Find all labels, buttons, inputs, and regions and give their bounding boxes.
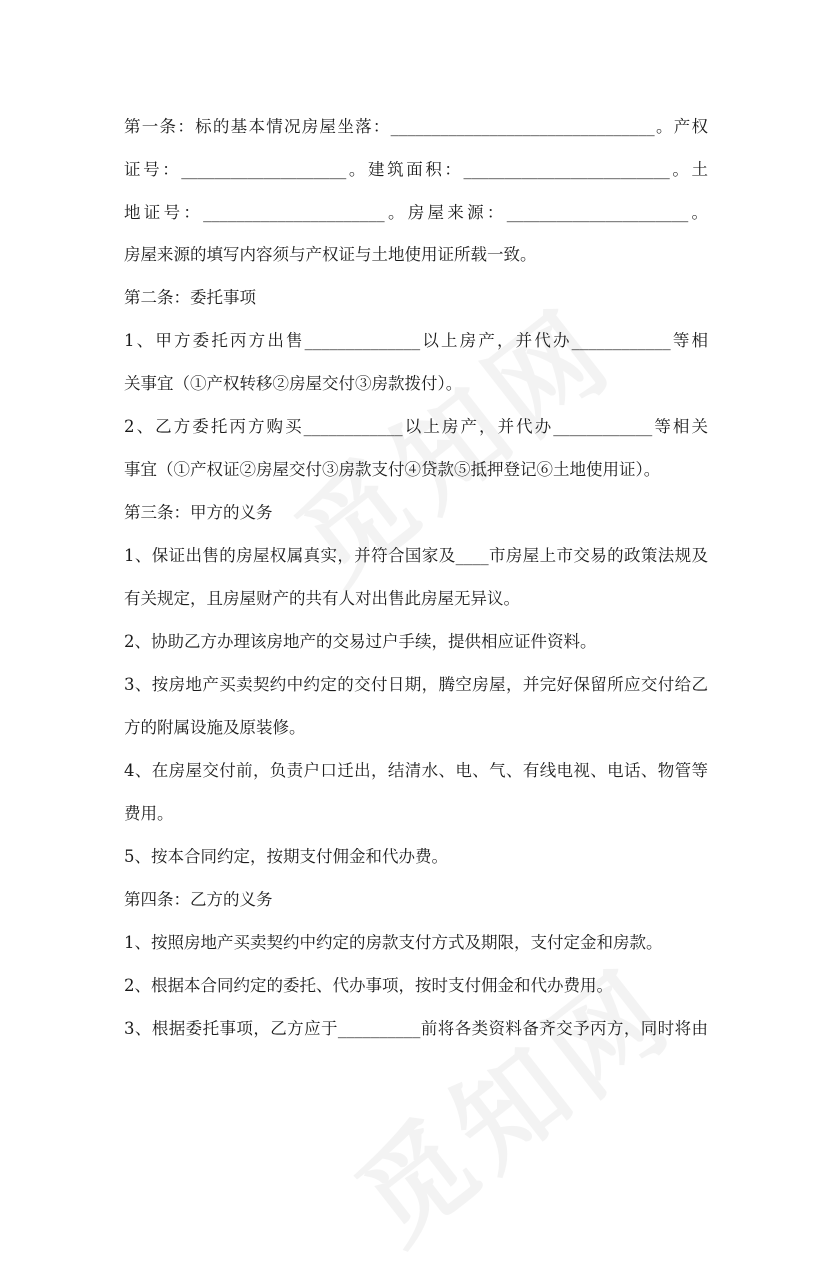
article-2-item-2-line-2: 事宜（①产权证②房屋交付③房款支付④贷款⑤抵押登记⑥土地使用证）。 [124,460,661,479]
article-3-heading: 第三条：甲方的义务 [124,503,273,522]
article-2-item-2-line-1: 2、乙方委托丙方购买____________以上房产，并代办____________等相关 [124,417,708,436]
article-3-item-2: 2、协助乙方办理该房地产的交易过户手续，提供相应证件资料。 [124,632,597,651]
article-4-item-2: 2、根据本合同约定的委托、代办事项，按时支付佣金和代办费用。 [124,976,613,995]
article-3-item-4-line-2: 费用。 [124,804,174,823]
article-1-note: 房屋来源的填写内容须与产权证与土地使用证所载一致。 [124,245,537,264]
article-3-item-1-line-1: 1、保证出售的房屋权属真实，并符合国家及____市房屋上市交易的政策法规及 [124,546,708,565]
article-1-line-2: 证号：____________________。建筑面积：_________________________。土 [124,160,708,179]
article-3-item-1-line-2: 有关规定，且房屋财产的共有人对出售此房屋无异议。 [124,589,520,608]
article-3-item-4-line-1: 4、在房屋交付前，负责户口迁出，结清水、电、气、有线电视、电话、物管等 [124,761,708,780]
article-4-heading: 第四条：乙方的义务 [124,890,273,909]
article-3-item-3-line-2: 方的附属设施及原装修。 [124,718,306,737]
article-2-heading: 第二条：委托事项 [124,288,256,307]
article-4-item-3-line-1: 3、根据委托事项，乙方应于__________前将各类资料备齐交予丙方，同时将由 [124,1019,708,1038]
article-4-item-1: 1、按照房地产买卖契约中约定的房款支付方式及期限，支付定金和房款。 [124,933,663,952]
article-3-item-3-line-1: 3、按房地产买卖契约中约定的交付日期，腾空房屋，并完好保留所应交付给乙 [124,675,708,694]
article-1-line-3: 地证号：______________________。房屋来源：______________________。 [124,203,708,222]
article-3-item-5: 5、按本合同约定，按期支付佣金和代办费。 [124,847,448,866]
article-2-item-1-line-2: 关事宜（①产权转移②房屋交付③房款拨付）。 [124,374,463,393]
article-1-line-1: 第一条：标的基本情况房屋坐落：________________________________。产权 [124,117,708,136]
article-2-item-1-line-1: 1、甲方委托丙方出售______________以上房产，并代办____________等相 [124,331,708,350]
